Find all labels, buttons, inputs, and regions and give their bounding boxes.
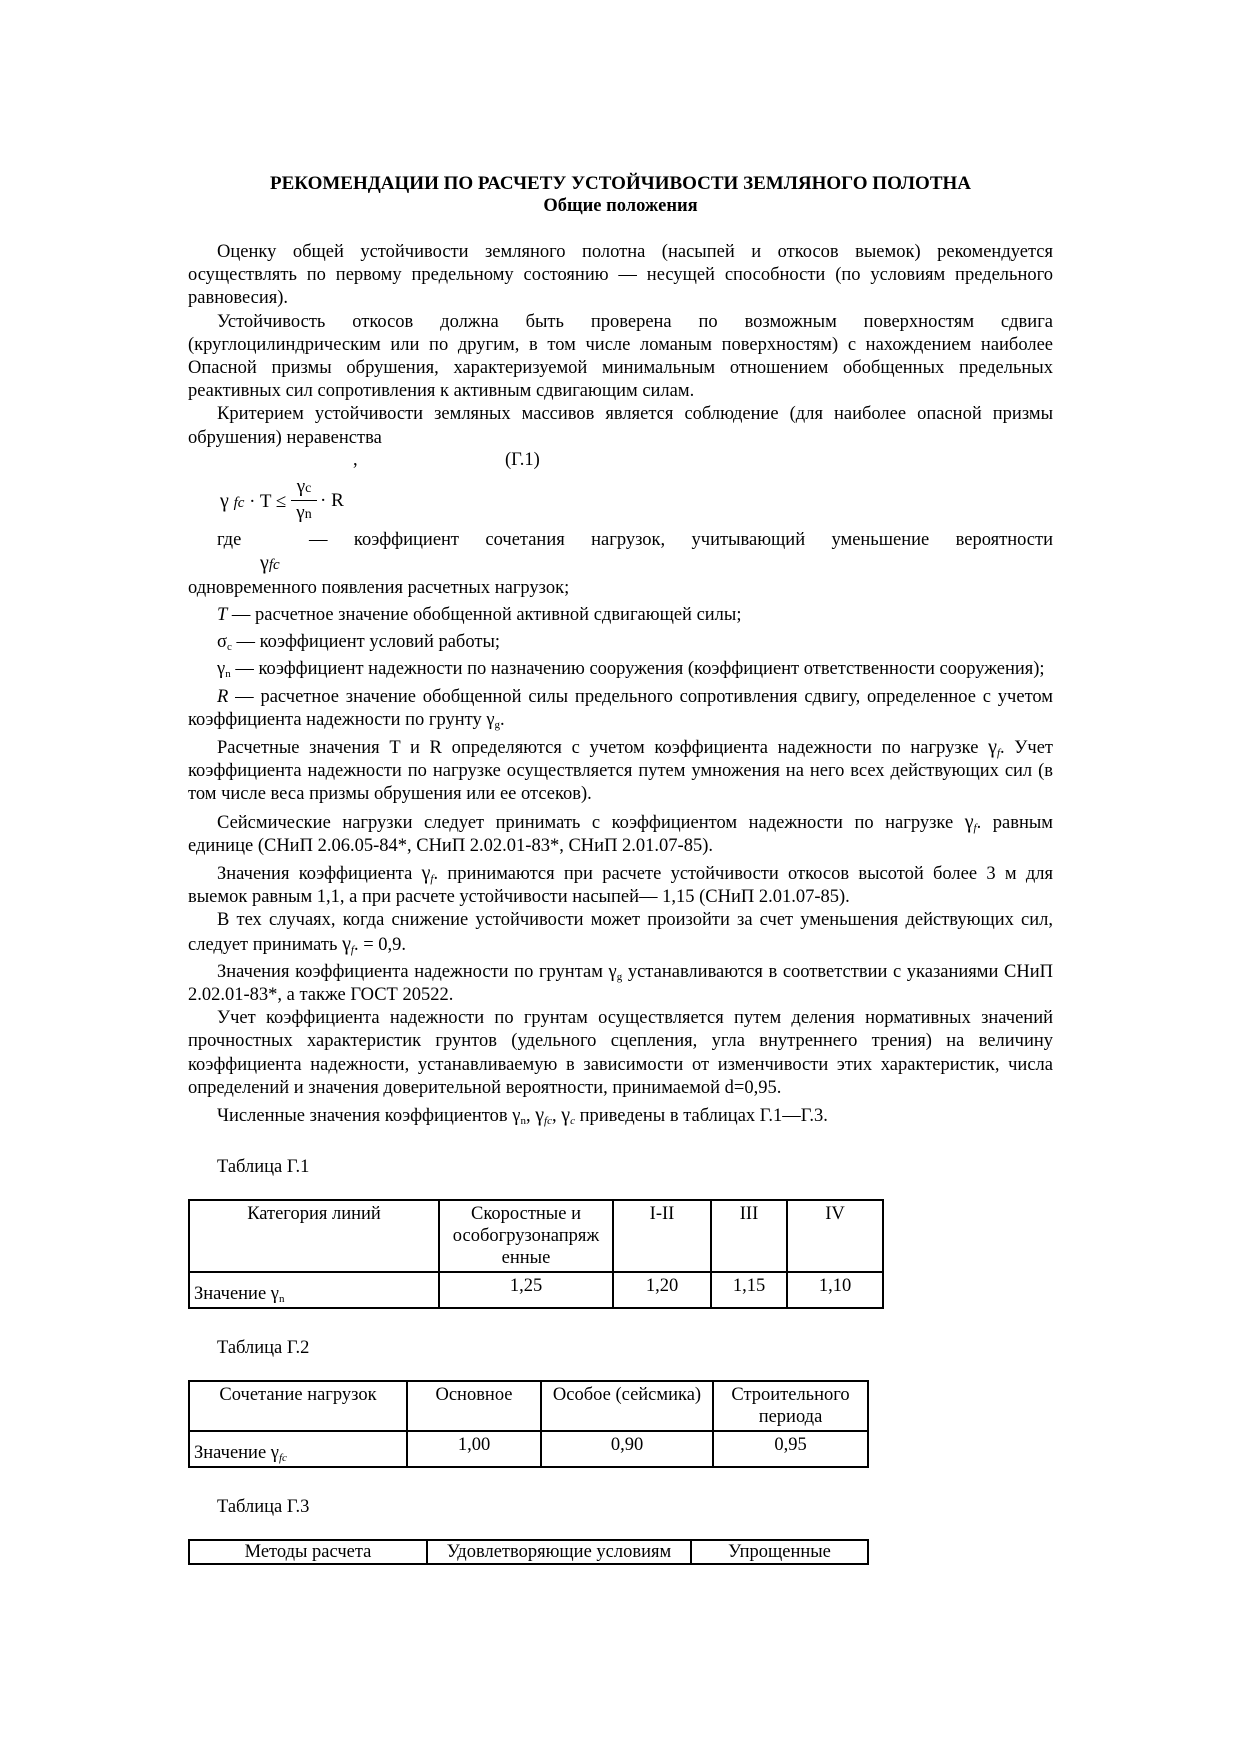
table-row: [189, 1381, 868, 1431]
where-gamma-fc: γfc: [260, 551, 280, 574]
equation-reference-line: [188, 450, 1053, 474]
table-g2: [188, 1380, 869, 1468]
table-row-label: Значение $\gamma_{fc}$: [189, 1431, 407, 1467]
table-row: [189, 1431, 868, 1467]
table-g1: [188, 1199, 884, 1309]
paragraph-10: Численные значения коэффициентов $\gamma_n$, $\gamma_{fc}$, $\gamma_c$ приведены в таблицах Г.1—Г.3.: [217, 1104, 828, 1128]
table-header-cell: Упрощенные: [691, 1540, 868, 1564]
table-g3: [188, 1539, 869, 1565]
def-gamma-n: $\gamma_n$ — коэффициент надежности по назначению сооружения (коэффициент ответственности сооружения);: [217, 659, 1045, 681]
table-header-cell: Основное: [407, 1381, 541, 1431]
formula-denominator: γn: [296, 501, 312, 523]
where-continuation: одновременного появления расчетных нагрузок;: [188, 577, 570, 598]
table-header-cell: Удовлетворяющие условиям: [427, 1540, 691, 1564]
table-cell: 1,25: [439, 1272, 613, 1308]
section-subtitle: Общие положения: [543, 196, 698, 216]
formula-lhs: γ fc · T ≤: [220, 489, 287, 512]
table-header-cell: Особое (сейсмика): [541, 1381, 713, 1431]
paragraph-7: В тех случаях, когда снижение устойчивости может произойти за счет уменьшения действующих сил, следует принимать $\gamma_f$. = 0,9.: [188, 910, 1053, 956]
table-row: [189, 1540, 868, 1564]
table-header-cell: III: [711, 1200, 787, 1272]
paragraph-6: Значения коэффициента $\gamma_f$. принимаются при расчете устойчивости откосов высотой более 3 м для выемок равным 1,1, а при расчете устойчивости насыпей— 1,15 (СНиП 2.01.07-85).: [188, 862, 1053, 908]
table-header-cell: Категория линий: [189, 1200, 439, 1272]
table-header-cell: Скоростные и особогрузонапряж енные: [439, 1200, 613, 1272]
def-T: T — расчетное значение обобщенной активной сдвигающей силы;: [217, 605, 742, 626]
paragraph-2: Устойчивость откосов должна быть проверена по возможным поверхностям сдвига (круглоцилиндрическим или по другим, в том числе ломаным поверхностям) с нахождением наиболее Опасной призмы обрушения, характеризуемой минимальным отношением обобщенных предельных реактивных сил сопротивления к активным сдвигающим силам.: [188, 311, 1053, 402]
document-title: РЕКОМЕНДАЦИИ ПО РАСЧЕТУ УСТОЙЧИВОСТИ ЗЕМЛЯНОГО ПОЛОТНА: [269, 173, 972, 194]
table-cell: 1,20: [613, 1272, 711, 1308]
paragraph-9: Учет коэффициента надежности по грунтам осуществляется путем деления нормативных значений прочностных характеристик грунтов (удельного сцепления, угла внутреннего трения) на величину коэффициента надежности, устанавливаемую в зависимости от изменчивости этих характеристик, числа определений и значения доверительной вероятности, принимаемой d=0,95.: [188, 1008, 1053, 1098]
def-sigma: $\sigma_c$ — коэффициент условий работы;: [217, 632, 501, 654]
document-page: [188, 172, 1053, 1565]
paragraph-1: Оценку общей устойчивости земляного полотна (насыпей и откосов выемок) рекомендуется осуществлять по первому предельному состоянию — несущей способности (по условиям предельного равновесия).: [188, 242, 1053, 309]
def-R: R — расчетное значение обобщенной силы предельного сопротивления сдвигу, определенное с учетом коэффициента надежности по грунту $\gamma_g$.: [188, 686, 1054, 731]
table-header-cell: Методы расчета: [189, 1540, 427, 1564]
table-cell: 1,10: [787, 1272, 883, 1308]
where-block: [188, 530, 1053, 577]
formula-rhs: · R: [320, 489, 344, 511]
paragraph-5: Сейсмические нагрузки следует принимать с коэффициентом надежности по нагрузке $\gamma_f$. равным единице (СНиП 2.06.05-84*, СНиП 2.02.01-83*, СНиП 2.01.07-85).: [188, 810, 1053, 856]
table-row: [189, 1200, 883, 1272]
table-row-label: Значение $\gamma_n$: [189, 1272, 439, 1308]
fraction-bar: [291, 500, 317, 501]
table-header-cell: IV: [787, 1200, 883, 1272]
table1-caption: Таблица Г.1: [217, 1157, 310, 1178]
table-cell: 1,15: [711, 1272, 787, 1308]
table-cell: 0,90: [541, 1431, 713, 1467]
paragraph-4: Расчетные значения T и R определяются с учетом коэффициента надежности по нагрузке $\gamma_f$. Учет коэффициента надежности по нагрузке осуществляется путем умножения на него всех действующих сил (в том числе веса призмы обрушения или ее отсеков).: [188, 736, 1053, 805]
table-header-cell: I-II: [613, 1200, 711, 1272]
table2-caption: Таблица Г.2: [217, 1338, 310, 1359]
table-header-cell: Сочетание нагрузок: [189, 1381, 407, 1431]
paragraph-8: Значения коэффициента надежности по грунтам $\gamma_g$ устанавливаются в соответствии с указаниями СНиП 2.02.01-83*, а также ГОСТ 20522.: [188, 961, 1053, 1006]
table3-caption: Таблица Г.3: [217, 1497, 310, 1518]
where-text: — коэффициент сочетания нагрузок, учитывающий уменьшение вероятности: [309, 529, 1053, 550]
paragraph-3: Критерием устойчивости земляных массивов является соблюдение (для наиболее опасной призмы обрушения) неравенства: [188, 404, 1053, 448]
table-cell: 0,95: [713, 1431, 868, 1467]
where-word: где: [217, 529, 242, 550]
equation-number: (Г.1): [505, 449, 540, 470]
formula-numerator: γc: [296, 475, 312, 497]
table-cell: 1,00: [407, 1431, 541, 1467]
equation-comma: ,: [353, 449, 358, 470]
formula-g1: [188, 476, 1053, 528]
table-row: [189, 1272, 883, 1308]
table-header-cell: Строительного периода: [713, 1381, 868, 1431]
